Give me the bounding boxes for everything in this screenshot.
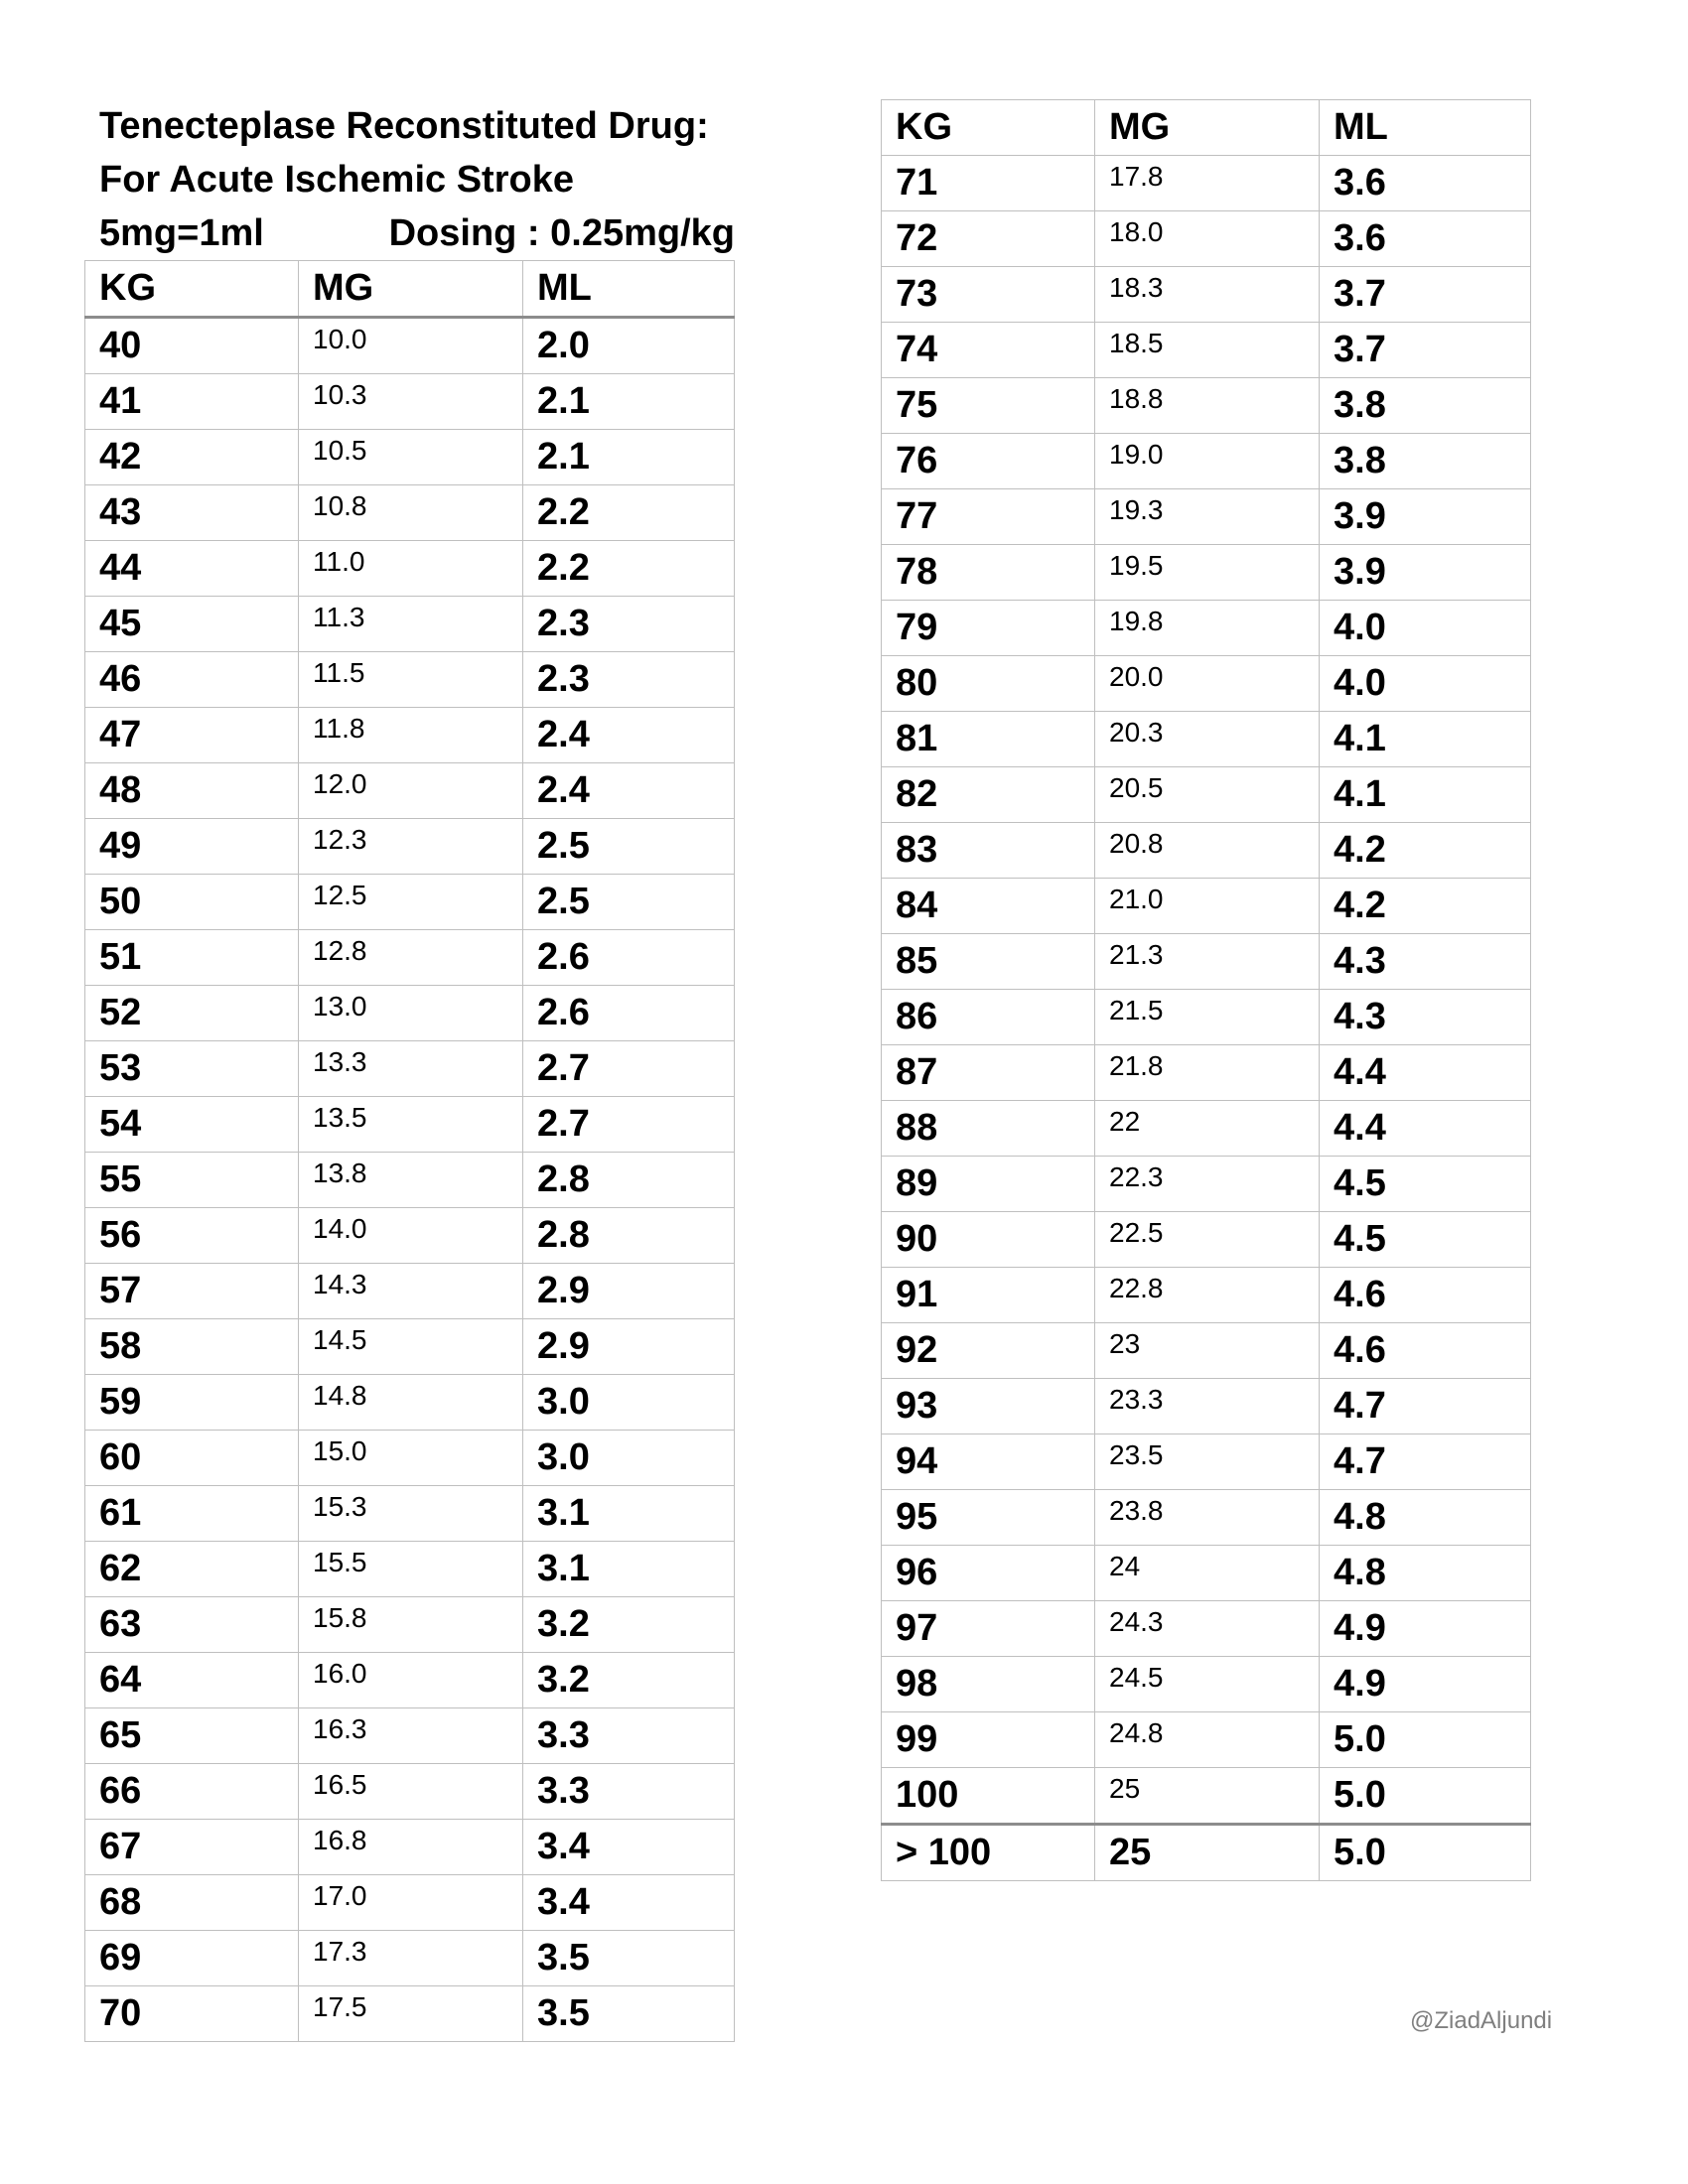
weight-kg-cell: 73: [882, 267, 1095, 323]
table-row: [882, 1101, 1531, 1157]
dose-mg-cell: 20.3: [1095, 712, 1320, 767]
weight-kg-cell: 70: [85, 1986, 299, 2042]
volume-ml-cell: 3.1: [523, 1486, 735, 1542]
volume-ml-cell: 3.2: [523, 1653, 735, 1708]
table-row: [85, 652, 735, 708]
volume-ml-cell: 3.1: [523, 1542, 735, 1597]
weight-kg-cell: 93: [882, 1379, 1095, 1434]
dose-mg-cell: 18.8: [1095, 378, 1320, 434]
weight-kg-cell: 95: [882, 1490, 1095, 1546]
table-row: [882, 1268, 1531, 1323]
volume-ml-cell: 4.1: [1320, 712, 1531, 767]
dose-mg-cell: 15.0: [299, 1431, 523, 1486]
table-row: [85, 1264, 735, 1319]
volume-ml-cell: 4.3: [1320, 990, 1531, 1045]
weight-kg-cell: 66: [85, 1764, 299, 1820]
dose-mg-cell: 11.8: [299, 708, 523, 763]
volume-ml-cell: 4.6: [1320, 1268, 1531, 1323]
column-header-mg: MG: [299, 261, 523, 318]
title-line-2: For Acute Ischemic Stroke: [99, 159, 574, 201]
weight-kg-cell: 75: [882, 378, 1095, 434]
table-row: [85, 1820, 735, 1875]
dose-mg-cell: 11.0: [299, 541, 523, 597]
table-row: [85, 485, 735, 541]
column-header-kg: KG: [882, 100, 1095, 156]
table-row: [85, 318, 735, 374]
weight-kg-cell: 97: [882, 1601, 1095, 1657]
volume-ml-cell: 2.8: [523, 1153, 735, 1208]
weight-kg-cell: 92: [882, 1323, 1095, 1379]
weight-kg-cell: 47: [85, 708, 299, 763]
volume-ml-cell: 2.7: [523, 1097, 735, 1153]
table-row: [882, 545, 1531, 601]
column-header-mg: MG: [1095, 100, 1320, 156]
volume-ml-cell: 4.4: [1320, 1101, 1531, 1157]
title-line-1: Tenecteplase Reconstituted Drug:: [99, 105, 709, 147]
volume-ml-cell: 2.7: [523, 1041, 735, 1097]
volume-ml-cell: 3.5: [523, 1931, 735, 1986]
table-row: [85, 819, 735, 875]
volume-ml-cell: 2.3: [523, 597, 735, 652]
weight-kg-cell: 40: [85, 318, 299, 374]
volume-ml-cell: 2.5: [523, 875, 735, 930]
weight-kg-cell: 85: [882, 934, 1095, 990]
dose-mg-cell: 25: [1095, 1768, 1320, 1825]
weight-kg-cell: 88: [882, 1101, 1095, 1157]
dose-mg-cell: 20.5: [1095, 767, 1320, 823]
volume-ml-cell: 2.4: [523, 763, 735, 819]
dose-mg-cell: 13.5: [299, 1097, 523, 1153]
dose-mg-cell: 19.3: [1095, 489, 1320, 545]
dosing-table-left: [84, 260, 735, 2042]
table-row: [85, 1875, 735, 1931]
dose-mg-cell: 23: [1095, 1323, 1320, 1379]
dose-mg-cell: 11.5: [299, 652, 523, 708]
dose-mg-cell: 21.8: [1095, 1045, 1320, 1101]
dose-mg-cell: 12.5: [299, 875, 523, 930]
table-row: [882, 1768, 1531, 1825]
column-header-ml: ML: [523, 261, 735, 318]
weight-kg-cell: 55: [85, 1153, 299, 1208]
table-row: [85, 430, 735, 485]
weight-kg-cell: 51: [85, 930, 299, 986]
weight-kg-cell: 89: [882, 1157, 1095, 1212]
dose-mg-cell: 17.3: [299, 1931, 523, 1986]
volume-ml-cell: 3.3: [523, 1708, 735, 1764]
dose-mg-cell: 20.0: [1095, 656, 1320, 712]
table-row: [85, 1375, 735, 1431]
weight-kg-cell: 44: [85, 541, 299, 597]
table-row: [882, 434, 1531, 489]
weight-kg-cell: 49: [85, 819, 299, 875]
weight-kg-cell: 81: [882, 712, 1095, 767]
table-row: [85, 1653, 735, 1708]
dose-mg-cell: 16.5: [299, 1764, 523, 1820]
table-row: [85, 875, 735, 930]
volume-ml-cell: 2.6: [523, 986, 735, 1041]
volume-ml-cell: 4.8: [1320, 1546, 1531, 1601]
volume-ml-cell: 2.2: [523, 541, 735, 597]
volume-ml-cell: 4.3: [1320, 934, 1531, 990]
volume-ml-cell: 3.6: [1320, 211, 1531, 267]
dose-mg-cell: 15.8: [299, 1597, 523, 1653]
table-row: [85, 1986, 735, 2042]
volume-ml-cell: 2.6: [523, 930, 735, 986]
volume-ml-cell: 3.7: [1320, 323, 1531, 378]
dose-mg-cell: 10.0: [299, 318, 523, 374]
weight-kg-cell: 50: [85, 875, 299, 930]
table-row: [85, 708, 735, 763]
dose-mg-cell: 12.0: [299, 763, 523, 819]
column-header-ml: ML: [1320, 100, 1531, 156]
table-row: [85, 986, 735, 1041]
weight-kg-cell: 65: [85, 1708, 299, 1764]
concentration-label: 5mg=1ml: [99, 212, 264, 254]
dose-mg-cell: 21.0: [1095, 879, 1320, 934]
volume-ml-cell: 3.0: [523, 1431, 735, 1486]
table-row: [85, 930, 735, 986]
dose-mg-cell: 23.5: [1095, 1434, 1320, 1490]
dose-mg-cell: 18.0: [1095, 211, 1320, 267]
dosing-label: Dosing : 0.25mg/kg: [388, 212, 735, 254]
volume-ml-cell: 4.9: [1320, 1601, 1531, 1657]
table-row: [85, 1431, 735, 1486]
volume-ml-cell: 4.8: [1320, 1490, 1531, 1546]
dose-mg-cell: 12.8: [299, 930, 523, 986]
dose-mg-cell: 17.0: [299, 1875, 523, 1931]
volume-ml-cell: 2.8: [523, 1208, 735, 1264]
weight-kg-cell: 83: [882, 823, 1095, 879]
table-row: [85, 1764, 735, 1820]
dose-mg-cell: 12.3: [299, 819, 523, 875]
volume-ml-cell: 4.2: [1320, 879, 1531, 934]
table-row: [882, 1323, 1531, 1379]
volume-ml-cell: 3.6: [1320, 156, 1531, 211]
table-row: [85, 374, 735, 430]
table-row: [882, 1045, 1531, 1101]
weight-kg-cell: 42: [85, 430, 299, 485]
weight-kg-cell: 57: [85, 1264, 299, 1319]
dose-mg-cell: 22.5: [1095, 1212, 1320, 1268]
weight-kg-cell: 84: [882, 879, 1095, 934]
table-row: [882, 1434, 1531, 1490]
dose-mg-cell: 13.0: [299, 986, 523, 1041]
volume-ml-cell: 4.1: [1320, 767, 1531, 823]
table-row: [85, 541, 735, 597]
document-header: [99, 99, 735, 260]
weight-kg-cell: 72: [882, 211, 1095, 267]
volume-ml-cell: 2.2: [523, 485, 735, 541]
weight-kg-cell: 78: [882, 545, 1095, 601]
dose-mg-cell: 14.8: [299, 1375, 523, 1431]
table-row: [882, 823, 1531, 879]
volume-ml-cell: 3.8: [1320, 434, 1531, 489]
weight-kg-cell: 79: [882, 601, 1095, 656]
weight-kg-cell: 67: [85, 1820, 299, 1875]
dose-mg-cell: 17.8: [1095, 156, 1320, 211]
dose-mg-cell: 18.5: [1095, 323, 1320, 378]
weight-kg-cell: 68: [85, 1875, 299, 1931]
volume-ml-cell: 5.0: [1320, 1825, 1531, 1881]
dosing-table-right: [881, 99, 1531, 1881]
table-header-row: [882, 100, 1531, 156]
dose-mg-cell: 19.0: [1095, 434, 1320, 489]
volume-ml-cell: 2.9: [523, 1319, 735, 1375]
volume-ml-cell: 2.1: [523, 430, 735, 485]
weight-kg-cell: 77: [882, 489, 1095, 545]
table-row: [882, 156, 1531, 211]
dose-mg-cell: 21.5: [1095, 990, 1320, 1045]
dose-mg-cell: 22: [1095, 1101, 1320, 1157]
dose-mg-cell: 10.8: [299, 485, 523, 541]
table-row: [882, 378, 1531, 434]
volume-ml-cell: 2.4: [523, 708, 735, 763]
weight-kg-cell: 62: [85, 1542, 299, 1597]
volume-ml-cell: 3.3: [523, 1764, 735, 1820]
volume-ml-cell: 3.7: [1320, 267, 1531, 323]
weight-kg-cell: 71: [882, 156, 1095, 211]
table-row: [882, 767, 1531, 823]
dose-mg-cell: 24: [1095, 1546, 1320, 1601]
dose-mg-cell: 18.3: [1095, 267, 1320, 323]
weight-kg-cell: 87: [882, 1045, 1095, 1101]
weight-kg-cell: 46: [85, 652, 299, 708]
volume-ml-cell: 2.1: [523, 374, 735, 430]
weight-kg-cell: 91: [882, 1268, 1095, 1323]
weight-kg-cell: 53: [85, 1041, 299, 1097]
weight-kg-cell: 48: [85, 763, 299, 819]
dose-mg-cell: 24.5: [1095, 1657, 1320, 1712]
table-row: [882, 1546, 1531, 1601]
volume-ml-cell: 4.9: [1320, 1657, 1531, 1712]
weight-kg-cell: 80: [882, 656, 1095, 712]
dose-mg-cell: 16.8: [299, 1820, 523, 1875]
weight-kg-cell: 61: [85, 1486, 299, 1542]
table-row: [882, 1379, 1531, 1434]
table-row: [85, 1208, 735, 1264]
volume-ml-cell: 3.0: [523, 1375, 735, 1431]
dose-mg-cell: 14.0: [299, 1208, 523, 1264]
volume-ml-cell: 3.4: [523, 1820, 735, 1875]
dose-mg-cell: 22.3: [1095, 1157, 1320, 1212]
volume-ml-cell: 4.6: [1320, 1323, 1531, 1379]
table-row: [882, 1601, 1531, 1657]
table-row: [85, 1097, 735, 1153]
volume-ml-cell: 4.2: [1320, 823, 1531, 879]
dose-mg-cell: 13.8: [299, 1153, 523, 1208]
table-row: [882, 323, 1531, 378]
weight-kg-cell: 96: [882, 1546, 1095, 1601]
weight-kg-cell: 76: [882, 434, 1095, 489]
dose-mg-cell: 15.3: [299, 1486, 523, 1542]
weight-kg-cell: 58: [85, 1319, 299, 1375]
volume-ml-cell: 3.8: [1320, 378, 1531, 434]
table-row: [85, 1931, 735, 1986]
table-row: [85, 1486, 735, 1542]
dosing-line: [99, 206, 735, 260]
table-row: [85, 1041, 735, 1097]
volume-ml-cell: 4.4: [1320, 1045, 1531, 1101]
dose-mg-cell: 11.3: [299, 597, 523, 652]
volume-ml-cell: 2.3: [523, 652, 735, 708]
table-row: [882, 1490, 1531, 1546]
volume-ml-cell: 4.0: [1320, 601, 1531, 656]
weight-kg-cell: 52: [85, 986, 299, 1041]
table-row: [85, 1597, 735, 1653]
volume-ml-cell: 3.5: [523, 1986, 735, 2042]
volume-ml-cell: 4.5: [1320, 1157, 1531, 1212]
dose-mg-cell: 20.8: [1095, 823, 1320, 879]
weight-kg-cell: 63: [85, 1597, 299, 1653]
weight-kg-cell: 90: [882, 1212, 1095, 1268]
weight-kg-cell: 98: [882, 1657, 1095, 1712]
volume-ml-cell: 3.4: [523, 1875, 735, 1931]
weight-kg-cell: 60: [85, 1431, 299, 1486]
table-row: [882, 990, 1531, 1045]
table-row: [85, 1319, 735, 1375]
table-row: [882, 267, 1531, 323]
volume-ml-cell: 4.5: [1320, 1212, 1531, 1268]
weight-kg-cell: 74: [882, 323, 1095, 378]
volume-ml-cell: 5.0: [1320, 1712, 1531, 1768]
weight-kg-cell: 43: [85, 485, 299, 541]
dose-mg-cell: 25: [1095, 1825, 1320, 1881]
volume-ml-cell: 3.9: [1320, 545, 1531, 601]
dose-mg-cell: 23.3: [1095, 1379, 1320, 1434]
dose-mg-cell: 19.5: [1095, 545, 1320, 601]
volume-ml-cell: 3.2: [523, 1597, 735, 1653]
table-row: [882, 879, 1531, 934]
volume-ml-cell: 2.5: [523, 819, 735, 875]
weight-kg-cell: 99: [882, 1712, 1095, 1768]
volume-ml-cell: 5.0: [1320, 1768, 1531, 1825]
volume-ml-cell: 2.9: [523, 1264, 735, 1319]
volume-ml-cell: 4.7: [1320, 1379, 1531, 1434]
dose-mg-cell: 19.8: [1095, 601, 1320, 656]
dose-mg-cell: 10.5: [299, 430, 523, 485]
dose-mg-cell: 17.5: [299, 1986, 523, 2042]
dose-mg-cell: 23.8: [1095, 1490, 1320, 1546]
table-row: [882, 1712, 1531, 1768]
table-row: [882, 489, 1531, 545]
table-row: [882, 656, 1531, 712]
weight-kg-cell: 94: [882, 1434, 1095, 1490]
table-row: [85, 1708, 735, 1764]
weight-kg-cell: 59: [85, 1375, 299, 1431]
dose-mg-cell: 14.3: [299, 1264, 523, 1319]
table-row: [882, 601, 1531, 656]
weight-kg-cell: 56: [85, 1208, 299, 1264]
table-row: [85, 1153, 735, 1208]
volume-ml-cell: 4.7: [1320, 1434, 1531, 1490]
dose-mg-cell: 13.3: [299, 1041, 523, 1097]
weight-kg-cell: 54: [85, 1097, 299, 1153]
table-row: [85, 1542, 735, 1597]
weight-kg-cell: 100: [882, 1768, 1095, 1825]
table-row: [85, 597, 735, 652]
volume-ml-cell: 2.0: [523, 318, 735, 374]
dose-mg-cell: 21.3: [1095, 934, 1320, 990]
table-row: [882, 1825, 1531, 1881]
volume-ml-cell: 4.0: [1320, 656, 1531, 712]
column-header-kg: KG: [85, 261, 299, 318]
dose-mg-cell: 24.3: [1095, 1601, 1320, 1657]
dose-mg-cell: 16.3: [299, 1708, 523, 1764]
table-row: [882, 1657, 1531, 1712]
weight-kg-cell: 45: [85, 597, 299, 652]
table-row: [882, 712, 1531, 767]
weight-kg-cell: > 100: [882, 1825, 1095, 1881]
weight-kg-cell: 69: [85, 1931, 299, 1986]
dose-mg-cell: 14.5: [299, 1319, 523, 1375]
author-credit: @ZiadAljundi: [1410, 2007, 1553, 2034]
table-row: [882, 211, 1531, 267]
dose-mg-cell: 22.8: [1095, 1268, 1320, 1323]
table-header-row: [85, 261, 735, 318]
weight-kg-cell: 41: [85, 374, 299, 430]
table-row: [882, 934, 1531, 990]
dose-mg-cell: 15.5: [299, 1542, 523, 1597]
dose-mg-cell: 16.0: [299, 1653, 523, 1708]
weight-kg-cell: 82: [882, 767, 1095, 823]
table-row: [85, 763, 735, 819]
volume-ml-cell: 3.9: [1320, 489, 1531, 545]
weight-kg-cell: 64: [85, 1653, 299, 1708]
table-row: [882, 1212, 1531, 1268]
table-row: [882, 1157, 1531, 1212]
dose-mg-cell: 10.3: [299, 374, 523, 430]
dose-mg-cell: 24.8: [1095, 1712, 1320, 1768]
weight-kg-cell: 86: [882, 990, 1095, 1045]
